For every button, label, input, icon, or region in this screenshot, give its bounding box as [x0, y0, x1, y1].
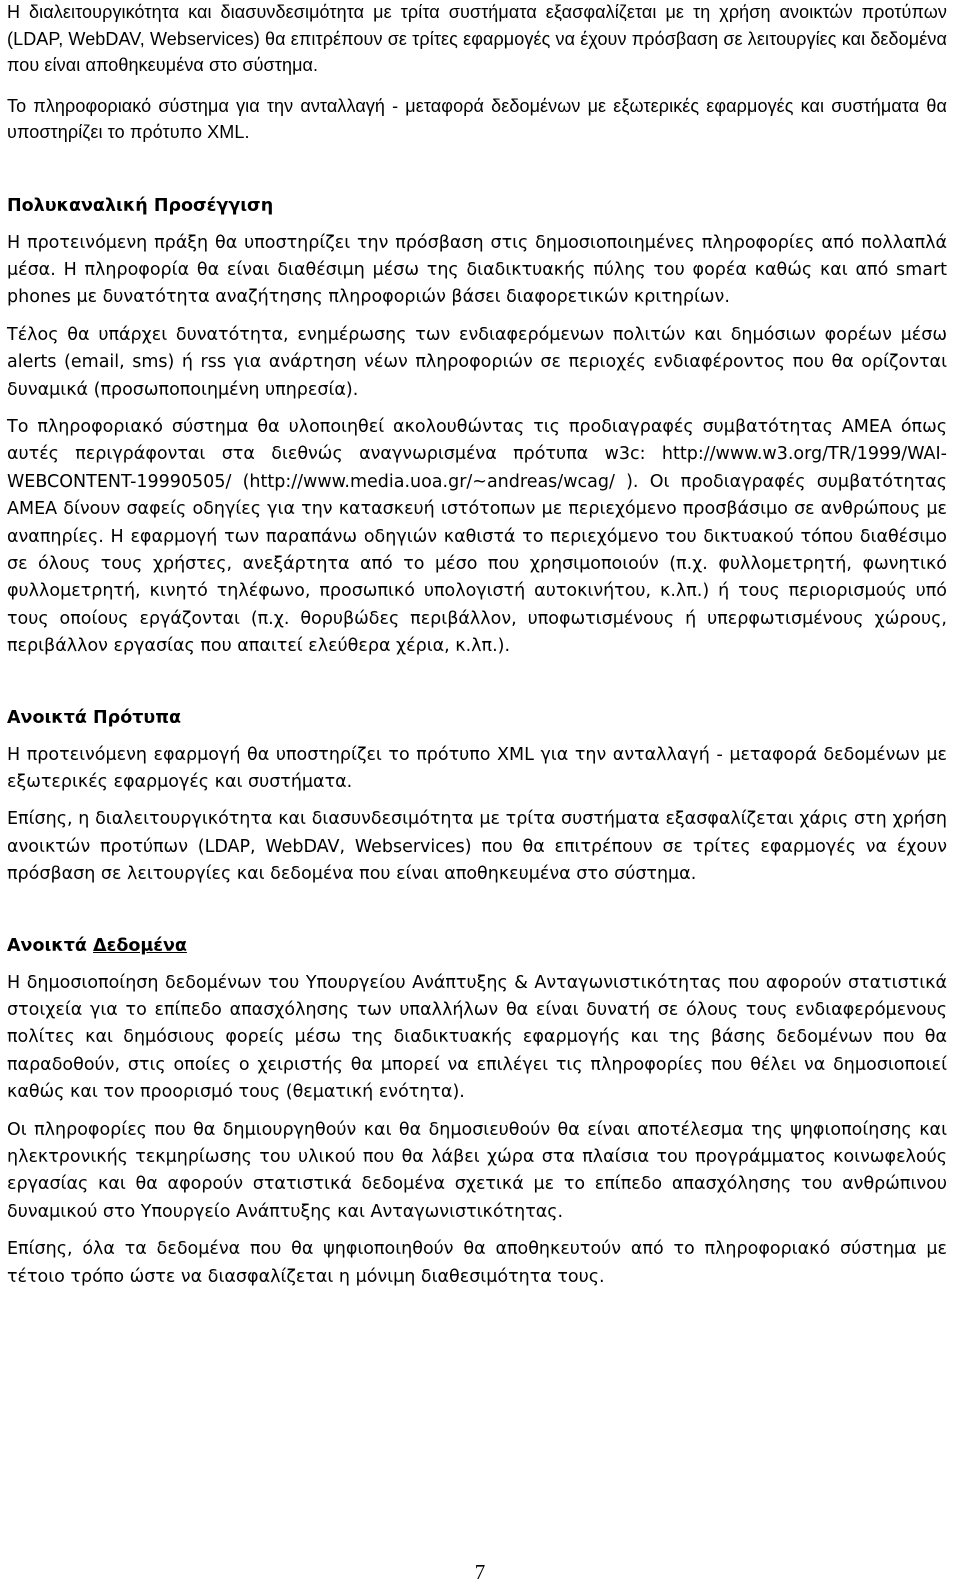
accessibility-text-1: Το πληροφοριακό σύστημα θα υλοποιηθεί ακολουθώντας τις προδιαγραφές συμβατότητας ΑΜΕΑ όπως αυτές περιγράφονται στα διεθνώς αναγνωρισμένα πρότυπα w3c: [7, 416, 947, 465]
open-standards-paragraph-1: Η προτεινόμενη εφαρμογή θα υποστηρίζει το πρότυπο XML για την ανταλλαγή - μεταφορά δεδομένων με εξωτερικές εφαρμογές και συστήματα. [7, 744, 947, 792]
open-data-paragraph-2: Οι πληροφορίες που θα δημιουργηθούν και θα δημοσιευθούν θα είναι αποτέλεσμα της ψηφιοποίησης και ηλεκτρονικής τεκμηρίωσης του υλικού που θα λάβει χώρα στα πλαίσια του προγράμματος κοινωφελούς εργασίας και θα αφορούν στατιστικά δεδομένα σχετικά με το επίπεδο απασχόλησης του ανθρώπινου δυναμικού στο Υπουργείο Ανάπτυξης και Ανταγωνιστικότητας. [7, 1119, 947, 1222]
intro-paragraph-2: Το πληροφοριακό σύστημα για την ανταλλαγή - μεταφορά δεδομένων με εξωτερικές εφαρμογές και συστήματα θα υποστηρίζει το πρότυπο XML. [7, 95, 947, 142]
multichannel-paragraph-1: Η προτεινόμενη πράξη θα υποστηρίζει την πρόσβαση στις δημοσιοποιημένες πληροφορίες από πολλαπλά μέσα. Η πληροφορία θα είναι διαθέσιμη μέσω της διαδικτυακής πύλης του φορέα καθώς και από smart phones με δυνατότητα αναζήτησης πληροφοριών βάσει διαφορετικών κριτηρίων. [7, 232, 947, 308]
open-data-paragraph-3: Επίσης, όλα τα δεδομένα που θα ψηφιοποιηθούν θα αποθηκευτούν από το πληροφοριακό σύστημα με τέτοιο τρόπο ώστε να διασφαλίζεται η μόνιμη διαθεσιμότητα τους. [7, 1239, 947, 1287]
heading-open-data-part2: Δεδομένα [93, 935, 187, 956]
w3c-link[interactable]: http://www.w3.org/TR/1999/WAI-WEBCONTENT-19990505/ [7, 444, 947, 492]
open-data-paragraph-1: Η δημοσιοποίηση δεδομένων του Υπουργείου Ανάπτυξης & Ανταγωνιστικότητας που αφορούν στατιστικά στοιχεία για το επίπεδο απασχόλησης των υπαλλήλων θα είναι δυνατή σε όλους τους ενδιαφερόμενους πολίτες και δημόσιους φορείς μέσω της διαδικτυακής εφαρμογής και της βάσης δεδομένων που θα παραδοθούν, στις οποίες ο χειριστής θα μπορεί να επιλέγει τις πληροφορίες που θέλει να δημοσιοποιεί καθώς και τον προορισμό τους (θεματική ενότητα). [7, 972, 947, 1103]
page-number: 7 [474, 1560, 486, 1584]
heading-open-data-part1: Ανοικτά [7, 935, 94, 956]
multichannel-paragraph-2: Τέλος θα υπάρχει δυνατότητα, ενημέρωσης των ενδιαφερόμενων πολιτών και δημόσιων φορέων μέσω alerts (email, sms) ή rss για ανάρτηση νέων πληροφοριών σε περιοχές ενδιαφέροντος που θα ορίζονται δυναμικά (προσωποποιημένη υπηρεσία). [7, 324, 947, 400]
accessibility-text-2: (http://www.media.uoa.gr/~andreas/wcag/ ). Οι προδιαγραφές συμβατότητας ΑΜΕΑ δίνουν σαφείς οδηγίες για την κατασκευή ιστότοπων με περιεχόμενο προσβάσιμο σε ανθρώπους με αναπηρίες. Η εφαρμογή των παραπάνω οδηγιών καθιστά το περιεχόμενο του δικτυακού τόπου διαθέσιμο σε όλους τους χρήστες, ανεξάρτητα από το μέσο που χρησιμοποιούν (π.χ. φυλλομετρητή, φωνητικό φυλλομετρητή, κινητό τηλέφωνο, προσωπικό υπολογιστή αυτοκινήτου, κ.λπ.) ή τους περιορισμούς υπό τους οποίους εργάζονται (π.χ. θορυβώδες περιβάλλον, υποφωτισμένους ή υπερφωτισμένους χώρους, περιβάλλον εργασίας που απαιτεί ελεύθερα χέρια, κ.λπ.). [7, 471, 947, 657]
heading-open-data [7, 933, 947, 959]
heading-multichannel: Πολυκαναλική Προσέγγιση [7, 195, 274, 216]
heading-open-standards: Ανοικτά Πρότυπα [7, 707, 182, 728]
document-page [7, 0, 947, 1291]
open-standards-paragraph-2: Επίσης, η διαλειτουργικότητα και διασυνδεσιμότητα με τρίτα συστήματα εξασφαλίζεται χάρις στη χρήση ανοικτών προτύπων (LDAP, WebDAV, Webservices) που θα επιτρέπουν σε τρίτες εφαρμογές να έχουν πρόσβαση σε λειτουργίες και δεδομένα που είναι αποθηκευμένα στο σύστημα. [7, 809, 947, 885]
multichannel-paragraph-3 [7, 414, 947, 661]
intro-paragraph-1: Η διαλειτουργικότητα και διασυνδεσιμότητα με τρίτα συστήματα εξασφαλίζεται με τη χρήση ανοικτών προτύπων (LDAP, WebDAV, Webservices) θα επιτρέπουν σε τρίτες εφαρμογές να έχουν πρόσβαση σε λειτουργίες και δεδομένα που είναι αποθηκευμένα στο σύστημα. [7, 2, 947, 75]
